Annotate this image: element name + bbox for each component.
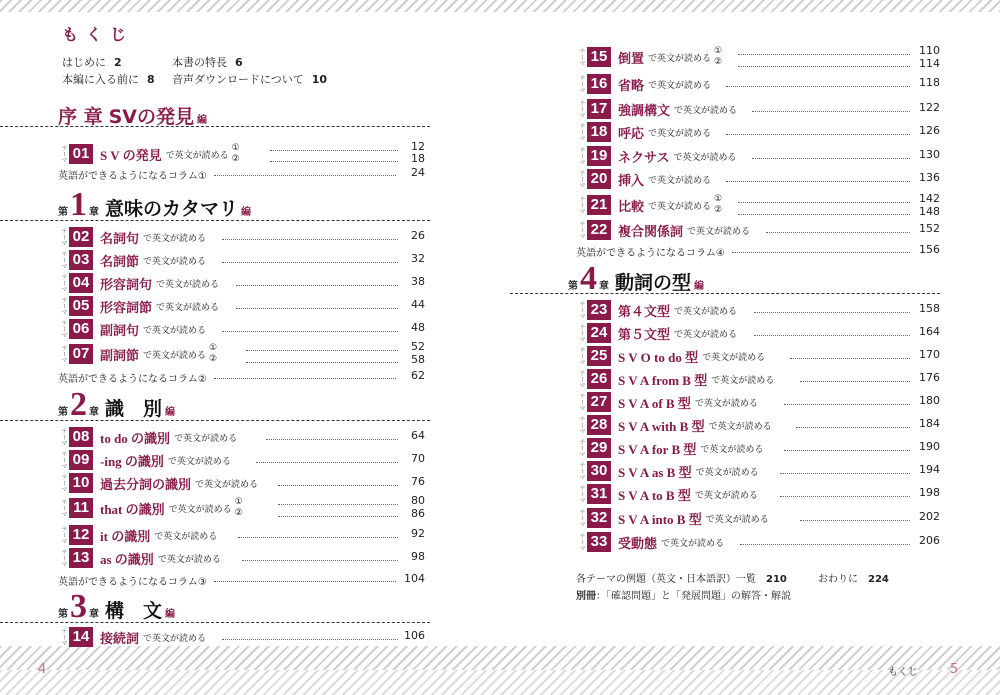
page-number: 38	[411, 275, 425, 288]
page-number: 176	[919, 371, 940, 384]
intro-item[interactable]: 本編に入る前に 8	[62, 73, 155, 86]
theme-row-09[interactable]: テーマ 09 -ing の識別 で英文が読める	[60, 451, 231, 469]
page-number: 62	[411, 369, 425, 382]
page-number: 152	[919, 222, 940, 235]
theme-row-27[interactable]: テーマ 27 S V A of B 型 で英文が読める	[578, 393, 758, 411]
theme-row-16[interactable]: テーマ 16 省略 で英文が読める	[578, 75, 712, 93]
page-number: 130	[919, 148, 940, 161]
page-number: 24	[411, 166, 425, 179]
page-number: 32	[411, 252, 425, 265]
theme-row-08[interactable]: テーマ 08 to do の識別 で英文が読める	[60, 428, 238, 446]
bessatsu-note: 別冊：「確認問題」と「発展問題」の解答・解説	[576, 591, 791, 602]
theme-row-22[interactable]: テーマ 22 複合関係詞 で英文が読める	[578, 221, 751, 239]
page-number: 180	[919, 394, 940, 407]
theme-row-12[interactable]: テーマ 12 it の識別 で英文が読める	[60, 526, 218, 544]
page-number: 58	[411, 353, 425, 366]
page-number: 26	[411, 229, 425, 242]
page-number: 48	[411, 321, 425, 334]
theme-row-10[interactable]: テーマ 10 過去分詞の識別 で英文が読める	[60, 474, 259, 492]
column-link[interactable]: 英語ができるようになるコラム④	[576, 248, 725, 259]
page-number: 76	[411, 475, 425, 488]
page-number: 194	[919, 463, 940, 476]
intro-item[interactable]: 音声ダウンロードについて 10	[172, 73, 328, 86]
column-link[interactable]: 英語ができるようになるコラム③	[58, 577, 207, 588]
page-number: 190	[919, 440, 940, 453]
page-number: 98	[411, 550, 425, 563]
page-number: 44	[411, 298, 425, 311]
bottom-stripe	[0, 646, 1000, 670]
theme-row-17[interactable]: テーマ 17 強調構文 で英文が読める	[578, 100, 738, 118]
page-number: 80	[411, 494, 425, 507]
theme-row-02[interactable]: テーマ 02 名詞句 で英文が読める	[60, 228, 207, 246]
theme-row-30[interactable]: テーマ 30 S V A as B 型 で英文が読める	[578, 462, 759, 480]
theme-row-25[interactable]: テーマ 25 S V O to do 型 で英文が読める	[578, 347, 766, 365]
theme-row-20[interactable]: テーマ 20 挿入 で英文が読める	[578, 170, 712, 188]
page-number: 70	[411, 452, 425, 465]
page-number: 164	[919, 325, 940, 338]
page-number: 156	[919, 243, 940, 256]
theme-row-06[interactable]: テーマ 06 副詞句 で英文が読める	[60, 320, 207, 338]
page-number: 114	[919, 57, 940, 70]
page-number: 158	[919, 302, 940, 315]
intro-item[interactable]: 本書の特長 6	[172, 56, 243, 69]
page-number: 86	[411, 507, 425, 520]
column-link[interactable]: 英語ができるようになるコラム①	[58, 171, 207, 182]
theme-row-19[interactable]: テーマ 19 ネクサス で英文が読める	[578, 147, 737, 165]
theme-row-21[interactable]: テーマ 21 比較 で英文が読める ① ②	[578, 194, 723, 215]
theme-row-23[interactable]: テーマ 23 第４文型 で英文が読める	[578, 301, 738, 319]
theme-row-03[interactable]: テーマ 03 名詞節 で英文が読める	[60, 251, 207, 269]
page-number: 170	[919, 348, 940, 361]
page-number: 202	[919, 510, 940, 523]
theme-row-14[interactable]: テーマ 14 接続詞 で英文が読める	[60, 628, 207, 646]
page-number: 142	[919, 192, 940, 205]
theme-row-29[interactable]: テーマ 29 S V A for B 型 で英文が読める	[578, 439, 764, 457]
owari-link[interactable]: おわりに 224	[818, 574, 889, 585]
left-page-number: 4	[38, 662, 47, 677]
theme-row-11[interactable]: テーマ 11 that の識別 で英文が読める ① ②	[60, 497, 243, 518]
toc-title: もくじ	[62, 25, 135, 44]
page-number: 126	[919, 124, 940, 137]
page-number: 106	[404, 629, 425, 642]
page-number: 148	[919, 205, 940, 218]
theme-row-26[interactable]: テーマ 26 S V A from B 型 で英文が読める	[578, 370, 775, 388]
theme-row-31[interactable]: テーマ 31 S V A to B 型 で英文が読める	[578, 485, 758, 503]
footer-stripe	[0, 670, 1000, 695]
theme-row-15[interactable]: テーマ 15 倒置 で英文が読める ① ②	[578, 46, 723, 67]
theme-row-13[interactable]: テーマ 13 as の識別 で英文が読める	[60, 549, 221, 567]
theme-row-07[interactable]: テーマ 07 副詞節 で英文が読める ① ②	[60, 343, 218, 364]
theme-row-33[interactable]: テーマ 33 受動態 で英文が読める	[578, 533, 725, 551]
theme-row-05[interactable]: テーマ 05 形容詞節 で英文が読める	[60, 297, 220, 315]
footer-label: もくじ	[888, 667, 918, 678]
examples-list-link[interactable]: 各テーマの例題（英文・日本語訳）一覧 210	[576, 574, 787, 585]
page-number: 122	[919, 101, 940, 114]
theme-row-24[interactable]: テーマ 24 第５文型 で英文が読める	[578, 324, 738, 342]
page-number: 136	[919, 171, 940, 184]
top-stripe	[0, 0, 1000, 12]
theme-row-01[interactable]: テーマ 01 S V の発見 で英文が読める ① ②	[60, 143, 240, 164]
theme-row-18[interactable]: テーマ 18 呼応 で英文が読める	[578, 123, 712, 141]
page-number: 52	[411, 340, 425, 353]
page-number: 18	[411, 152, 425, 165]
intro-item[interactable]: はじめに 2	[62, 56, 122, 69]
page-number: 64	[411, 429, 425, 442]
page-number: 198	[919, 486, 940, 499]
page-number: 104	[404, 572, 425, 585]
right-page-number: 5	[950, 662, 959, 677]
theme-row-32[interactable]: テーマ 32 S V A into B 型 で英文が読める	[578, 509, 769, 527]
page-number: 206	[919, 534, 940, 547]
page-number: 92	[411, 527, 425, 540]
theme-row-04[interactable]: テーマ 04 形容詞句 で英文が読める	[60, 274, 220, 292]
page-number: 184	[919, 417, 940, 430]
column-link[interactable]: 英語ができるようになるコラム②	[58, 374, 207, 385]
page-number: 12	[411, 140, 425, 153]
page-number: 110	[919, 44, 940, 57]
page-number: 118	[919, 76, 940, 89]
theme-row-28[interactable]: テーマ 28 S V A with B 型 で英文が読める	[578, 416, 772, 434]
